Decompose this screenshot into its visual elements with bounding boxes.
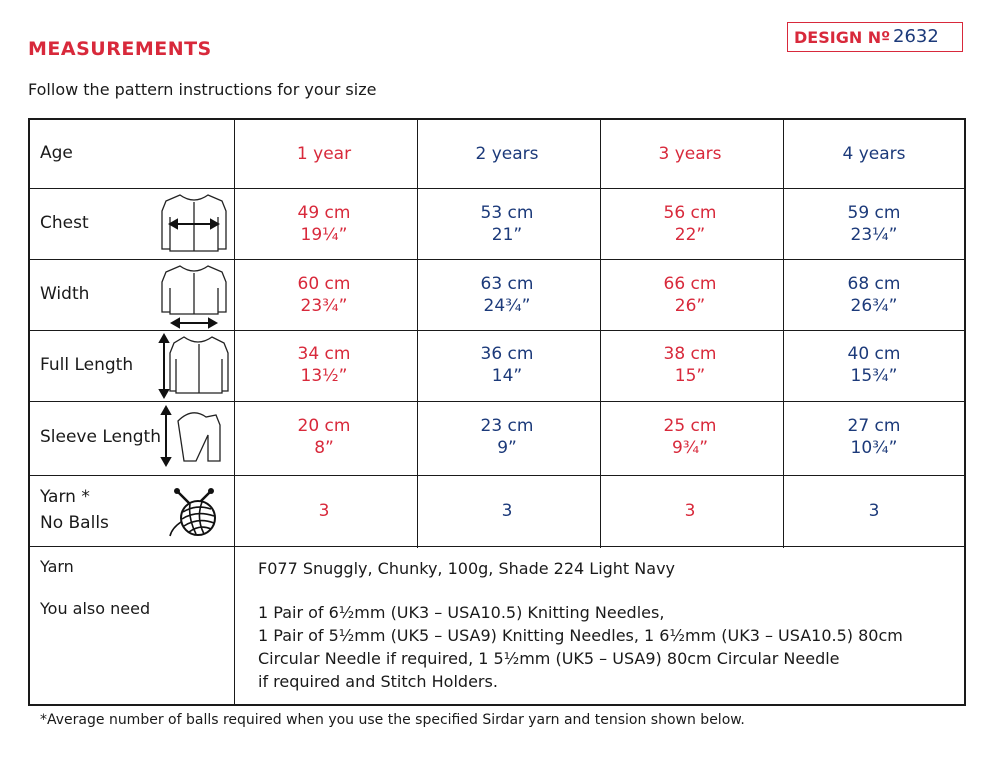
row-label-sleeve-length: Sleeve Length <box>40 427 161 447</box>
row-divider <box>30 259 964 260</box>
design-number-box <box>787 22 963 52</box>
age-2-years: 2 years <box>475 144 539 164</box>
row-label-yarn: Yarn * <box>40 487 90 507</box>
age-3-years: 3 years <box>658 144 722 164</box>
needles-line: 1 Pair of 5½mm (UK5 – USA9) Knitting Needles, 1 6½mm (UK3 – USA10.5) 80cm <box>258 626 903 645</box>
sleeve-length-value: 27 cm 10¾” <box>847 416 901 458</box>
row-label-no-balls: No Balls <box>40 513 109 533</box>
row-label-full-length: Full Length <box>40 355 134 375</box>
age-4-years: 4 years <box>842 144 906 164</box>
needles-line: 1 Pair of 6½mm (UK3 – USA10.5) Knitting Needles, <box>258 603 665 622</box>
sleeve-length-value: 23 cm 9” <box>480 416 534 458</box>
also-need-label: You also need <box>40 599 151 618</box>
row-divider <box>30 475 964 476</box>
yarn-balls-value: 3 <box>501 501 513 521</box>
full-length-value: 34 cm 13½” <box>297 344 351 386</box>
row-divider <box>30 401 964 402</box>
design-label: DESIGN Nº <box>794 28 891 47</box>
row-divider <box>30 546 964 547</box>
jacket-chest-icon <box>158 191 230 257</box>
footnote: *Average number of balls required when you use the specified Sirdar yarn and tension shown below. <box>40 712 745 728</box>
sleeve-length-value: 20 cm 8” <box>297 416 351 458</box>
page-title: MEASUREMENTS <box>28 38 212 60</box>
needles-list <box>258 601 903 693</box>
full-length-value: 38 cm 15” <box>663 344 717 386</box>
row-divider <box>30 330 964 331</box>
column-divider <box>783 120 784 548</box>
design-number: 2632 <box>893 26 939 47</box>
width-value: 63 cm 24¾” <box>480 274 534 316</box>
row-divider <box>30 188 964 189</box>
chest-value: 53 cm 21” <box>480 203 534 245</box>
yarn-value: F077 Snuggly, Chunky, 100g, Shade 224 Light Navy <box>258 559 675 578</box>
column-divider <box>417 120 418 548</box>
full-length-value: 36 cm 14” <box>480 344 534 386</box>
yarn-label: Yarn <box>40 557 74 576</box>
subtitle: Follow the pattern instructions for your size <box>28 80 377 99</box>
age-1-year: 1 year <box>296 144 352 164</box>
row-label-chest: Chest <box>40 213 89 233</box>
sleeve-length-icon <box>158 405 234 467</box>
jacket-width-icon <box>158 262 230 330</box>
column-divider <box>600 120 601 548</box>
yarn-ball-needles-icon <box>166 482 226 542</box>
sleeve-length-value: 25 cm 9¾” <box>663 416 717 458</box>
jacket-length-icon <box>156 333 232 399</box>
width-value: 60 cm 23¾” <box>297 274 351 316</box>
row-label-width: Width <box>40 284 90 304</box>
yarn-balls-value: 3 <box>868 501 880 521</box>
yarn-balls-value: 3 <box>318 501 330 521</box>
width-value: 68 cm 26¾” <box>847 274 901 316</box>
full-length-value: 40 cm 15¾” <box>847 344 901 386</box>
chest-value: 56 cm 22” <box>663 203 717 245</box>
row-label-age: Age <box>40 143 73 163</box>
needles-line: Circular Needle if required, 1 5½mm (UK5 – USA9) 80cm Circular Needle <box>258 649 840 668</box>
width-value: 66 cm 26” <box>663 274 717 316</box>
chest-value: 59 cm 23¼” <box>847 203 901 245</box>
yarn-balls-value: 3 <box>684 501 696 521</box>
needles-line: if required and Stitch Holders. <box>258 672 498 691</box>
chest-value: 49 cm 19¼” <box>297 203 351 245</box>
